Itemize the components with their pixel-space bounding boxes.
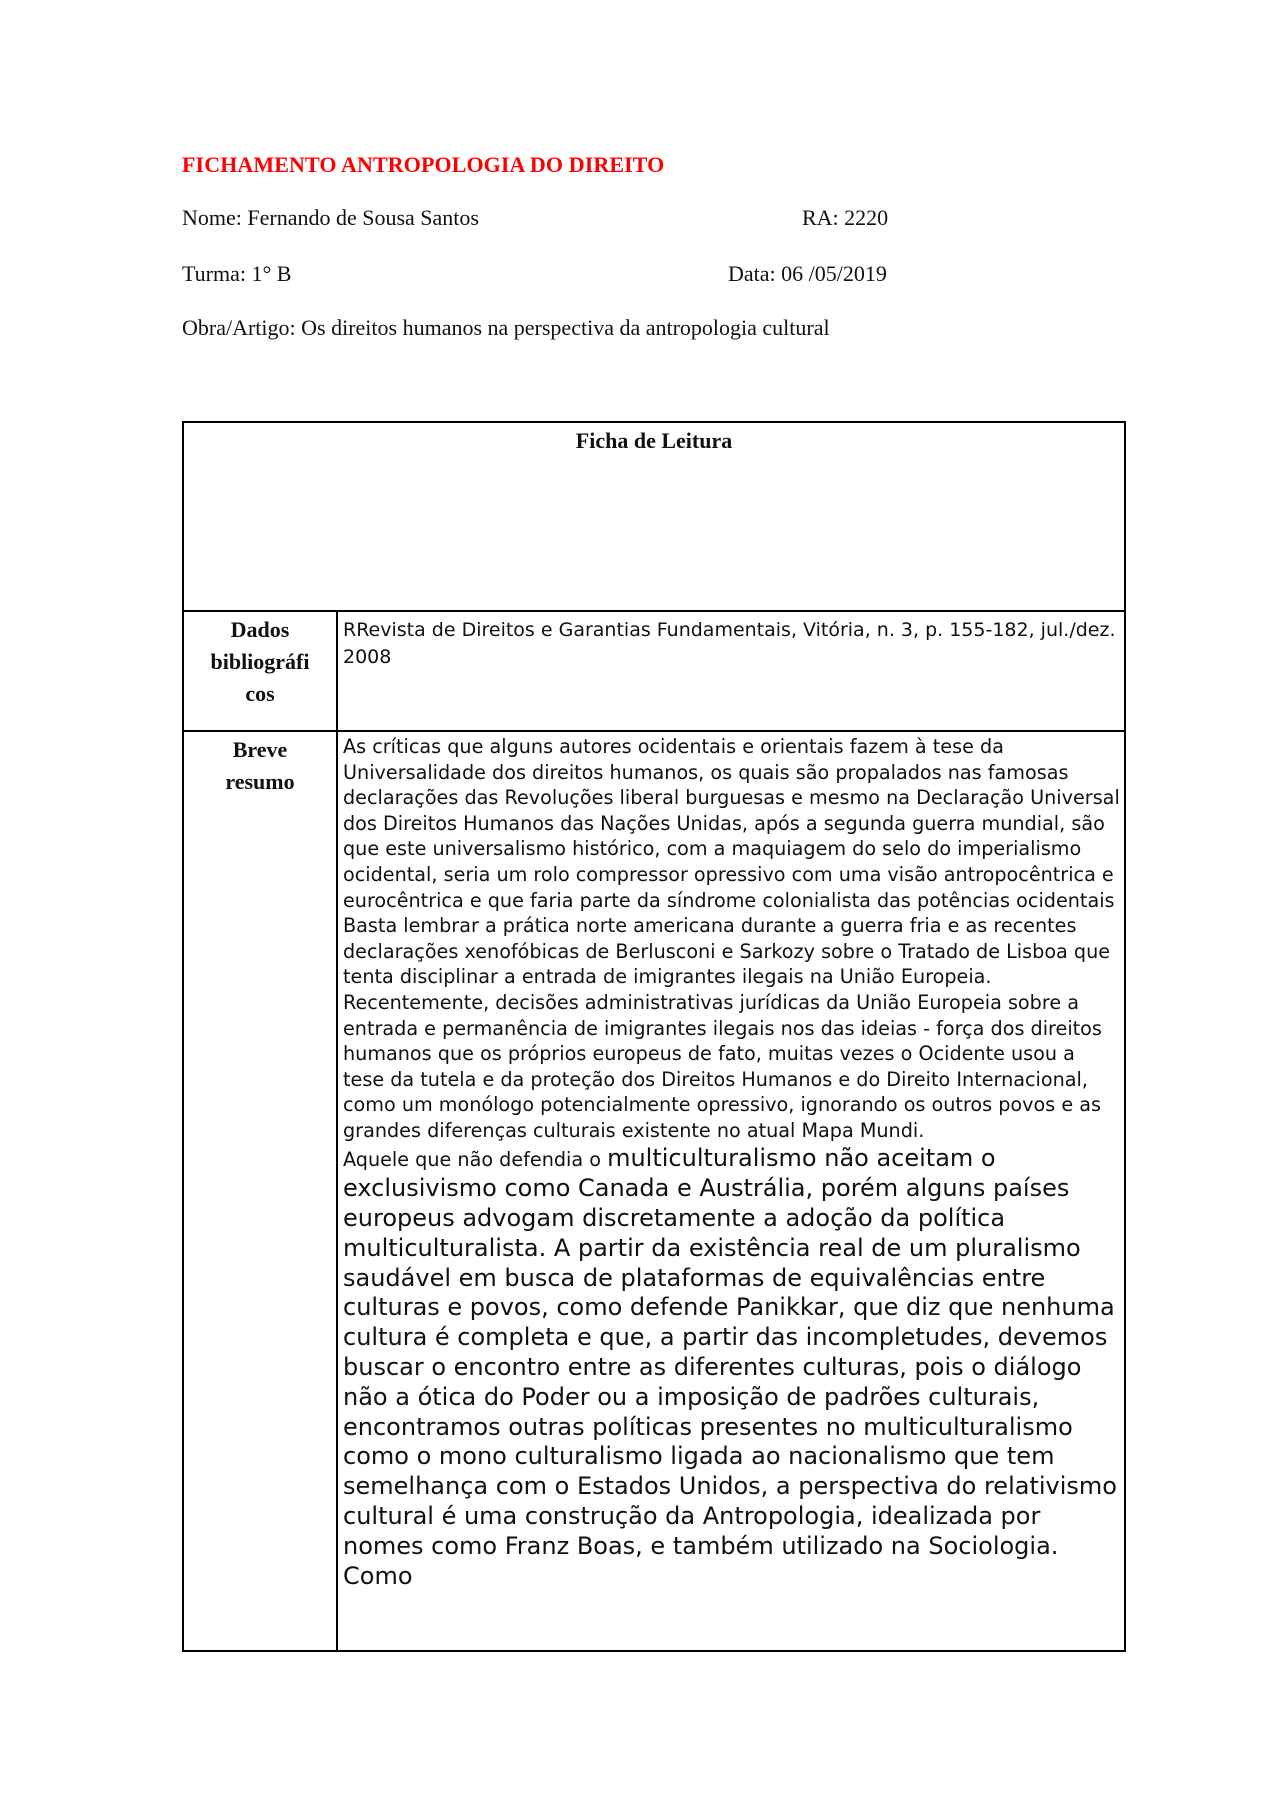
student-name: Nome: Fernando de Sousa Santos [182,205,479,230]
bibliographic-row [184,612,1124,732]
date: Data: 06 /05/2019 [728,261,887,286]
work-title: Obra/Artigo: Os direitos humanos na perspectiva da antropologia cultural [182,315,830,340]
class-group: Turma: 1° B [182,261,292,286]
bibliographic-label-text: Dados bibliográfi cos [210,617,310,706]
reading-sheet-title: Ficha de Leitura [575,428,733,453]
summary-paragraph-2-body: multiculturalismo não aceitam o exclusivismo como Canada e Austrália, porém alguns países europeus advogam discretamente a adoção da política multiculturalista. A partir da existência real de um pluralismo saudável em busca de plataformas de equivalências entre culturas e povos, como defende Panikkar, que diz que nenhuma cultura é completa e que, a partir das incompletudes, devemos buscar o encontro entre as diferentes culturas, pois o diálogo não a ótica do Poder ou a imposição de padrões culturais, encontramos outras políticas presentes no multiculturalismo como o mono culturalismo ligada ao nacionalismo que tem semelhança com o Estados Unidos, a perspectiva do relativismo cultural é uma construção da Antropologia, idealizada por nomes como Franz Boas, e também utilizado na Sociologia. Como [343,1143,1117,1590]
student-ra: RA: 2220 [802,205,889,230]
summary-label-text: Breve resumo [225,737,295,794]
summary-paragraph-2-lead: Aquele que não defendia o [343,1147,608,1171]
bibliographic-text: RRevista de Direitos e Garantias Fundamentais, Vitória, n. 3, p. 155-182, jul./dez. 2008 [343,619,1116,668]
reading-sheet-table [182,421,1126,1652]
bibliographic-label [184,612,338,730]
summary-label [184,732,338,1650]
summary-row [184,732,1124,1650]
summary-content [341,732,1122,1591]
document-title: FICHAMENTO ANTROPOLOGIA DO DIREITO [182,152,665,177]
summary-paragraph-1: As críticas que alguns autores ocidentais e orientais fazem à tese da Universalidade dos direitos humanos, os quais são propalados nas famosas declarações das Revoluções liberal burguesas e mesmo na Declaração Universal dos Direitos Humanos das Nações Unidas, após a segunda guerra mundial, são que este universalismo histórico, com a maquiagem do selo do imperialismo ocidental, seria um rolo compressor opressivo com uma visão antropocêntrica e eurocêntrica e que faria parte da síndrome colonialista das potências ocidentais Basta lembrar a prática norte americana durante a guerra fria e as recentes declarações xenofóbicas de Berlusconi e Sarkozy sobre o Tratado de Lisboa que tenta disciplinar a entrada de imigrantes ilegais na União Europeia. Recentemente, decisões administrativas jurídicas da União Europeia sobre a entrada e permanência de imigrantes ilegais nos das ideias - força dos direitos humanos que os próprios europeus de fato, muitas vezes o Ocidente usou a tese da tutela e da proteção dos Direitos Humanos e do Direito Internacional, como um monólogo potencialmente opressivo, ignorando os outros povos e as grandes diferenças culturais existente no atual Mapa Mundi. [343,735,1120,1142]
reading-sheet-header [184,423,1124,612]
summary-paragraph-2 [341,1144,1122,1592]
